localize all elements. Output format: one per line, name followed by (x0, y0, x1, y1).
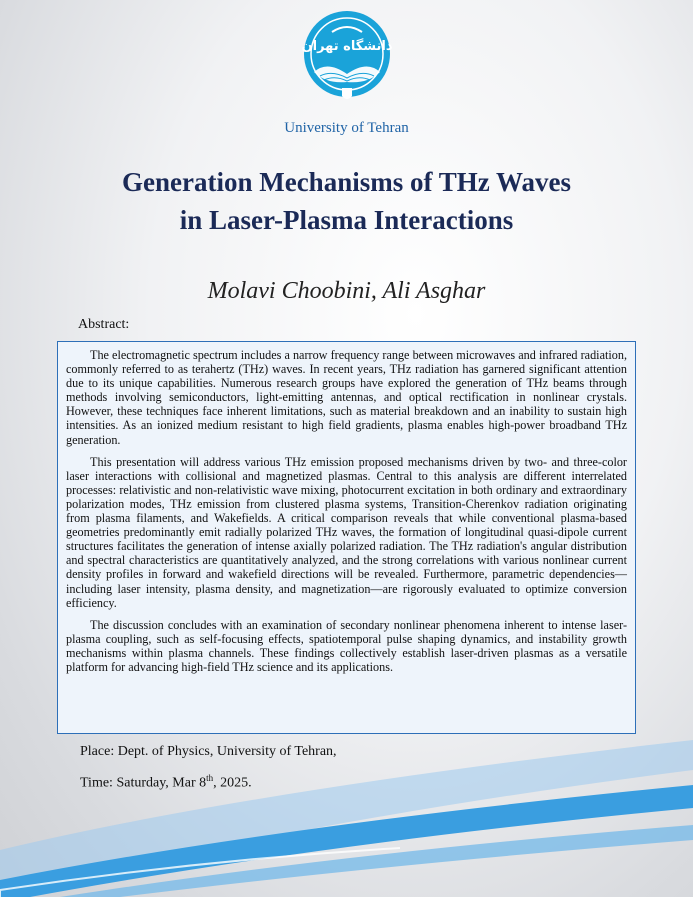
authors: Molavi Choobini, Ali Asghar (207, 278, 486, 304)
university-logo (302, 10, 392, 110)
title-line-2: in Laser-Plasma Interactions (179, 205, 514, 235)
event-time-sup: th (206, 773, 214, 783)
university-name: University of Tehran (284, 120, 409, 136)
title-line-1: Generation Mechanisms of THz Waves (122, 167, 571, 197)
event-time-prefix: Time: Saturday, Mar 8 (80, 775, 207, 791)
page-title (0, 163, 693, 239)
event-time (80, 773, 252, 792)
abstract-box (57, 341, 636, 734)
abstract-paragraph-1: The electromagnetic spectrum includes a narrow frequency range between microwaves and infrared radiation, commonly referred to as terahertz (THz) waves. In recent years, THz radiation has garnered significant attention due to its unique capabilities. Numerous research groups have explored the generation of THz beams through methods involving semiconductors, light-emitting antennas, and optical rectification in nonlinear crystals. However, these techniques face inherent limitations, such as material breakdown and an inability to sustain high intensities. As an ionized medium resistant to high field gradients, plasma enables high-power broadband THz generation. (66, 348, 627, 447)
event-time-suffix: , 2025. (213, 775, 252, 791)
event-place: Place: Dept. of Physics, University of Tehran, (80, 744, 337, 759)
logo-text: دانشگاه تهران (302, 39, 392, 54)
abstract-paragraph-2: This presentation will address various THz emission proposed mechanisms driven by two- and three-color laser interactions with collisional and magnetized plasmas. Central to this analysis are different interrelated processes: relativistic and non-relativistic wave mixing, photocurrent excitation in both ordinary and extraordinary polarization modes, THz emission from clustered plasma systems, Transition-Cherenkov radiation originating from plasma filaments, and Wakefields. A critical comparison reveals that while conventional plasma-based geometries predominantly emit radially polarized THz waves, the formation of longitudinal quasi-dipole current structures facilitates the generation of intense axially polarized radiation. The THz radiation's angular distribution and spectral characteristics are quantitatively analyzed, and the strong correlations with various nonlinear current density profiles in forward and wakefield directions will be revealed. Furthermore, parametric dependencies—including laser intensity, plasma density, and magnetization—are rigorously evaluated to optimize conversion efficiency. (66, 454, 627, 610)
abstract-paragraph-3: The discussion concludes with an examination of secondary nonlinear phenomena inherent to intense laser-plasma coupling, such as self-focusing effects, spatiotemporal pulse shaping dynamics, and instability growth mechanisms within plasma channels. These findings collectively establish laser-driven plasmas as a versatile platform for advancing high-field THz science and its applications. (66, 617, 627, 674)
abstract-label: Abstract: (78, 317, 130, 332)
